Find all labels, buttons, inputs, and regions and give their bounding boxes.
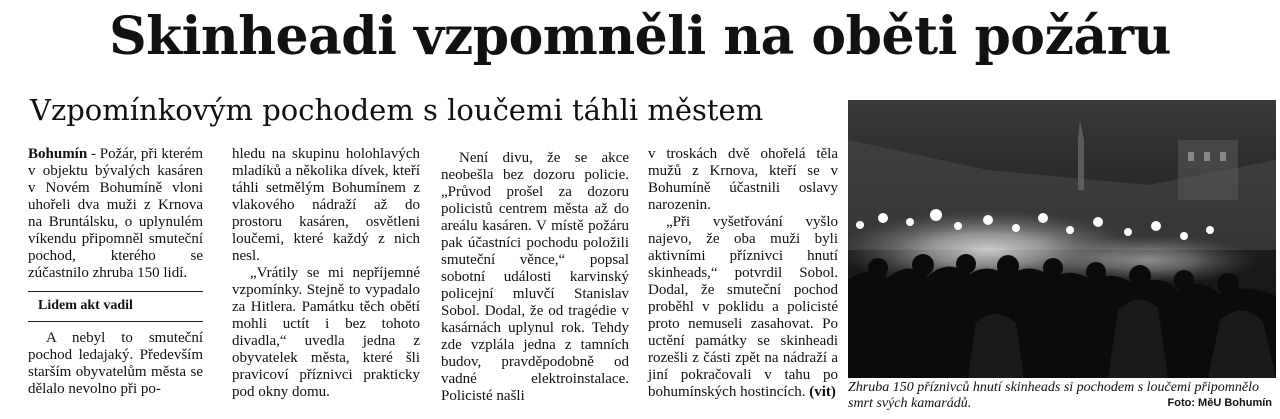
news-photo [848, 100, 1276, 378]
paragraph: Není divu, že se akce neobešla bez dozoru policie. „Průvod prošel za dozoru policistů centrem města až do areálu kasáren. V místě požáru pak účastníci pochodu položili smuteční věnce,“ popsal sobotní události karvinský policejní mluvčí Stanislav Sobol. Dodal, že od tragédie v kasárnách uplynul rok. Tehdy zde vzplála jedna z tamních budov, pravděpodobně od vadné elektroinstalace. Policisté našli [441, 150, 629, 404]
paragraph: A nebyl to smuteční pochod ledajaký. Především starším obyvatelům města se dělalo nevolno při po- [28, 330, 203, 397]
paragraph: hledu na skupinu holohlavých mladíků a několika dívek, kteří táhli setmělým Bohumínem z vlakového nádraží až do prostoru kasáren, osvětleni loučemi, které každý z nich nesl. [232, 146, 420, 264]
article-column-1 [28, 146, 203, 398]
subheadline: Vzpomínkovým pochodem s loučemi táhli městem [30, 93, 764, 127]
section-subtitle: Lidem akt vadil [38, 298, 133, 313]
torch-march-photo [848, 100, 1276, 378]
photo-caption: Zhruba 150 příznivců hnutí skinheads si pochodem s loučemi připomnělo smrt svých kamarádů. [848, 380, 1260, 411]
headline: Skinheadi vzpomněli na oběti požáru [109, 6, 1171, 67]
paragraph [648, 214, 838, 401]
article-column-4 [648, 146, 838, 401]
paragraph: „Vrátily se mi nepříjemné vzpomínky. Stejně to vypadalo za Hitlera. Památku těch obětí mohli uctít i bez tohoto divadla,“ uvedla jedna z obyvatelek města, které šli pravicoví příznivci prakticky pod okny domu. [232, 265, 420, 400]
photo-credit: Foto: MěU Bohumín [1167, 397, 1272, 409]
author-signature: (vit) [809, 384, 836, 400]
paragraph: v troskách dvě ohořelá těla mužů z Krnova, kteří se v Bohumíně účastnili oslavy narozenin. [648, 146, 838, 213]
paragraph-text: „Při vyšetřování vyšlo najevo, že oba muži byli aktivními příznivci hnutí skinheads,“ potvrdil Sobol. Dodal, že smuteční pochod proběhl v poklidu a policisté proto nemuseli zasahovat. Po uctění památky se skinheadi rozešli z části zpět na nádraží a jiní pokračovali v tahu po bohumínských hostincích. [648, 214, 838, 400]
dateline: Bohumín [28, 146, 88, 162]
article-column-2 [232, 146, 420, 401]
lead-text: - Požár, při kterém v objektu bývalých kasáren v Novém Bohumíně vloni uhořeli dva muži z Krnova na Bruntálsku, o uplynulém víkendu připomněl smuteční pochod, kterého se zúčastnilo zhruba 150 lidí. [28, 146, 203, 281]
divider-bottom [28, 321, 203, 322]
article-column-3 [441, 150, 629, 405]
lead-paragraph [28, 146, 203, 282]
